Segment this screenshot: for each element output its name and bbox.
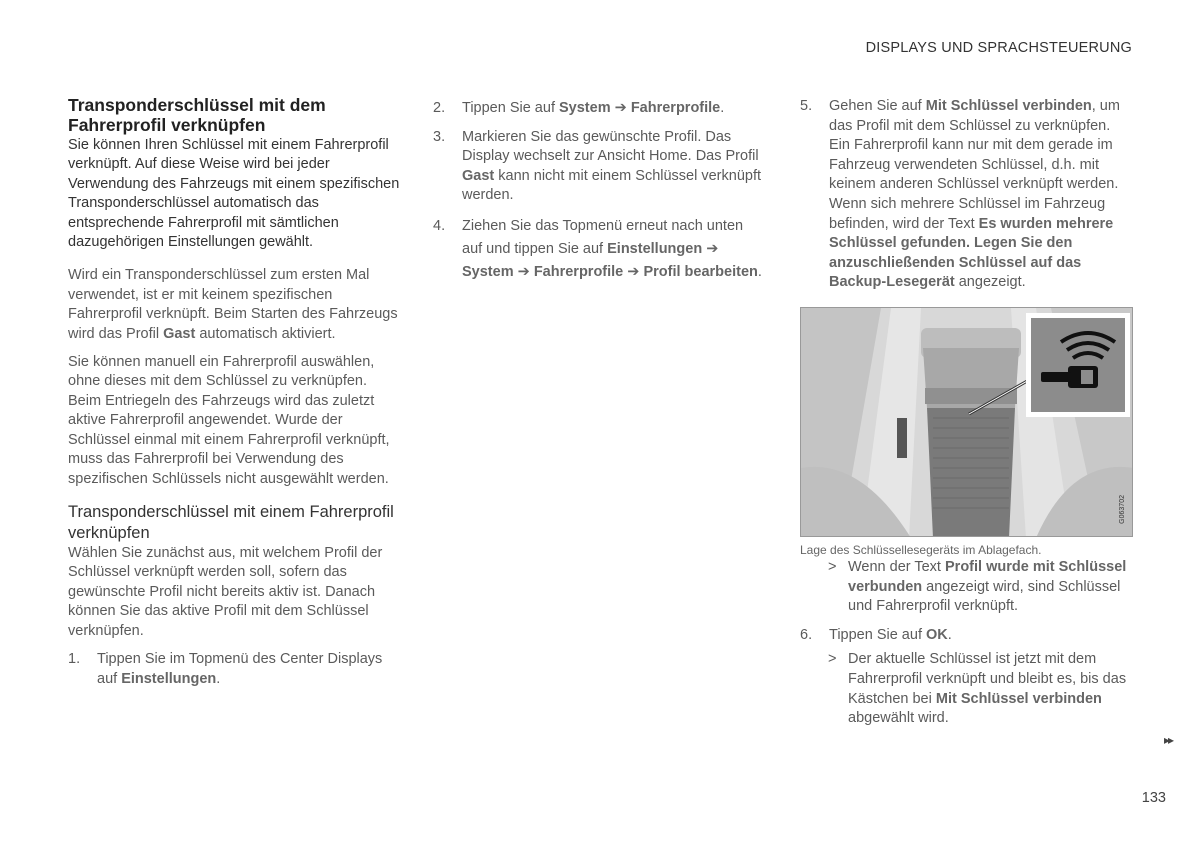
paragraph-manual-select: Sie können manuell ein Fahrerprofil auswählen, ohne dieses mit dem Schlüssel zu verknüpfen. Beim Entriegeln des Fahrzeugs wird das zuletzt aktive Fahrerprofil angewendet. Wurde der Schlüssel einmal mit einem Fahrerprofil verknüpft, muss das Fahrerprofil bei Verwendung des spezifischen Schlüssels nicht ausgewählt werden. [68,354,390,487]
arrow-right-icon: ➔ [627,263,640,280]
step-2 [433,99,763,119]
step-5 [800,97,1135,293]
subheading: Transponderschlüssel mit einem Fahrerprofil verknüpfen [68,502,394,542]
step-6 [800,626,1135,646]
arrow-right-icon: ➔ [614,100,627,116]
column-right [800,97,1135,729]
result-text: Wenn der Text Profil wurde mit Schlüssel verbunden angezeigt wird, sind Schlüssel und Fahrerprofil verknüpft. [848,558,1127,615]
step-text: Markieren Sie das gewünschte Profil. Das Display wechselt zur Ansicht Home. Das Profil Gast kann nicht mit einem Schlüssel verknüpft werden. [462,128,762,204]
lead-paragraph: Sie können Ihren Schlüssel mit einem Fahrerprofil verknüpft. Auf diese Weise wird bei jeder Verwendung des Fahrzeugs mit einem spezifischen Transponderschlüssel automatisch das entsprechende Fahrerprofil mit sämtlichen dazugehörigen Einstellungen gewählt. [68,137,400,251]
arrow-right-icon: ➔ [706,240,719,257]
arrow-right-icon: ➔ [517,263,530,280]
section-header: DISPLAYS UND SPRACHSTEUERUNG [865,40,1132,56]
bold-gast: Gast [163,325,196,342]
main-heading: Transponderschlüssel mit dem Fahrerprofil verknüpfen [68,95,326,135]
result-2 [828,650,1135,728]
result-marker: > [828,651,837,668]
step-3 [433,128,763,206]
step-text: Ziehen Sie das Topmenü erneut nach unten auf und tippen Sie auf Einstellungen ➔ System ➔ Fahrerprofile ➔ Profil bearbeiten. [462,217,762,280]
step-number: 1. [68,650,81,667]
paragraph-first-use: Wird ein Transponderschlüssel zum ersten Mal verwendet, ist er mit keinem spezifischen Fahrerprofil verknüpft. Beim Starten des Fahrzeugs wird das Profil Gast automatisch aktiviert. [68,267,398,342]
step-number: 4. [433,217,446,234]
step-number: 6. [800,626,813,643]
step-4 [433,215,763,284]
step-text: Tippen Sie im Topmenü des Center Displays auf Einstellungen. [97,650,383,687]
result-1 [828,558,1135,617]
paragraph-choose-profile: Wählen Sie zunächst aus, mit welchem Profil der Schlüssel verknüpft werden soll, sofern das gewünschte Profil nicht bereits aktiv ist. Danach können Sie das aktive Profil mit dem Schlüssel verknüpfen. [68,544,383,639]
step-text: Tippen Sie auf System ➔ Fahrerprofile. [462,100,725,116]
key-reader-illustration [800,307,1133,537]
step-text: Gehen Sie auf Mit Schlüssel verbinden, um das Profil mit dem Schlüssel zu verknüpfen. Ein Fahrerprofil kann nur mit dem gerade im Fahrzeug verwendeten Schlüssel, d.h. mit keinem anderen Schlüssel verknüpft werden. Wenn sich mehrere Schlüssel im Fahrzeug befinden, wird der Text Es wurden mehrere Schlüssel gefunden. Legen Sie den anzuschließenden Schlüssel auf das Backup-Lesegerät angezeigt. [829,98,1120,291]
column-middle [433,99,763,284]
step-number: 2. [433,100,446,116]
step-number: 5. [800,98,813,114]
column-left [68,95,403,689]
step-number: 3. [433,128,446,145]
step-1 [68,650,403,689]
result-marker: > [828,558,837,575]
figure-caption: Lage des Schlüssellesegeräts im Ablagefach. [800,542,1042,557]
page-number: 133 [1141,790,1166,806]
figure-code: G063702 [1119,495,1126,524]
step-text: Tippen Sie auf OK. [829,626,952,643]
continue-arrows-icon: ▸▸ [1163,733,1172,747]
result-text: Der aktuelle Schlüssel ist jetzt mit dem Fahrerprofil verknüpft und bleibt es, bis das Kästchen bei Mit Schlüssel verbinden abgewählt wird. [848,651,1127,727]
key-reader-icon [1033,328,1123,398]
